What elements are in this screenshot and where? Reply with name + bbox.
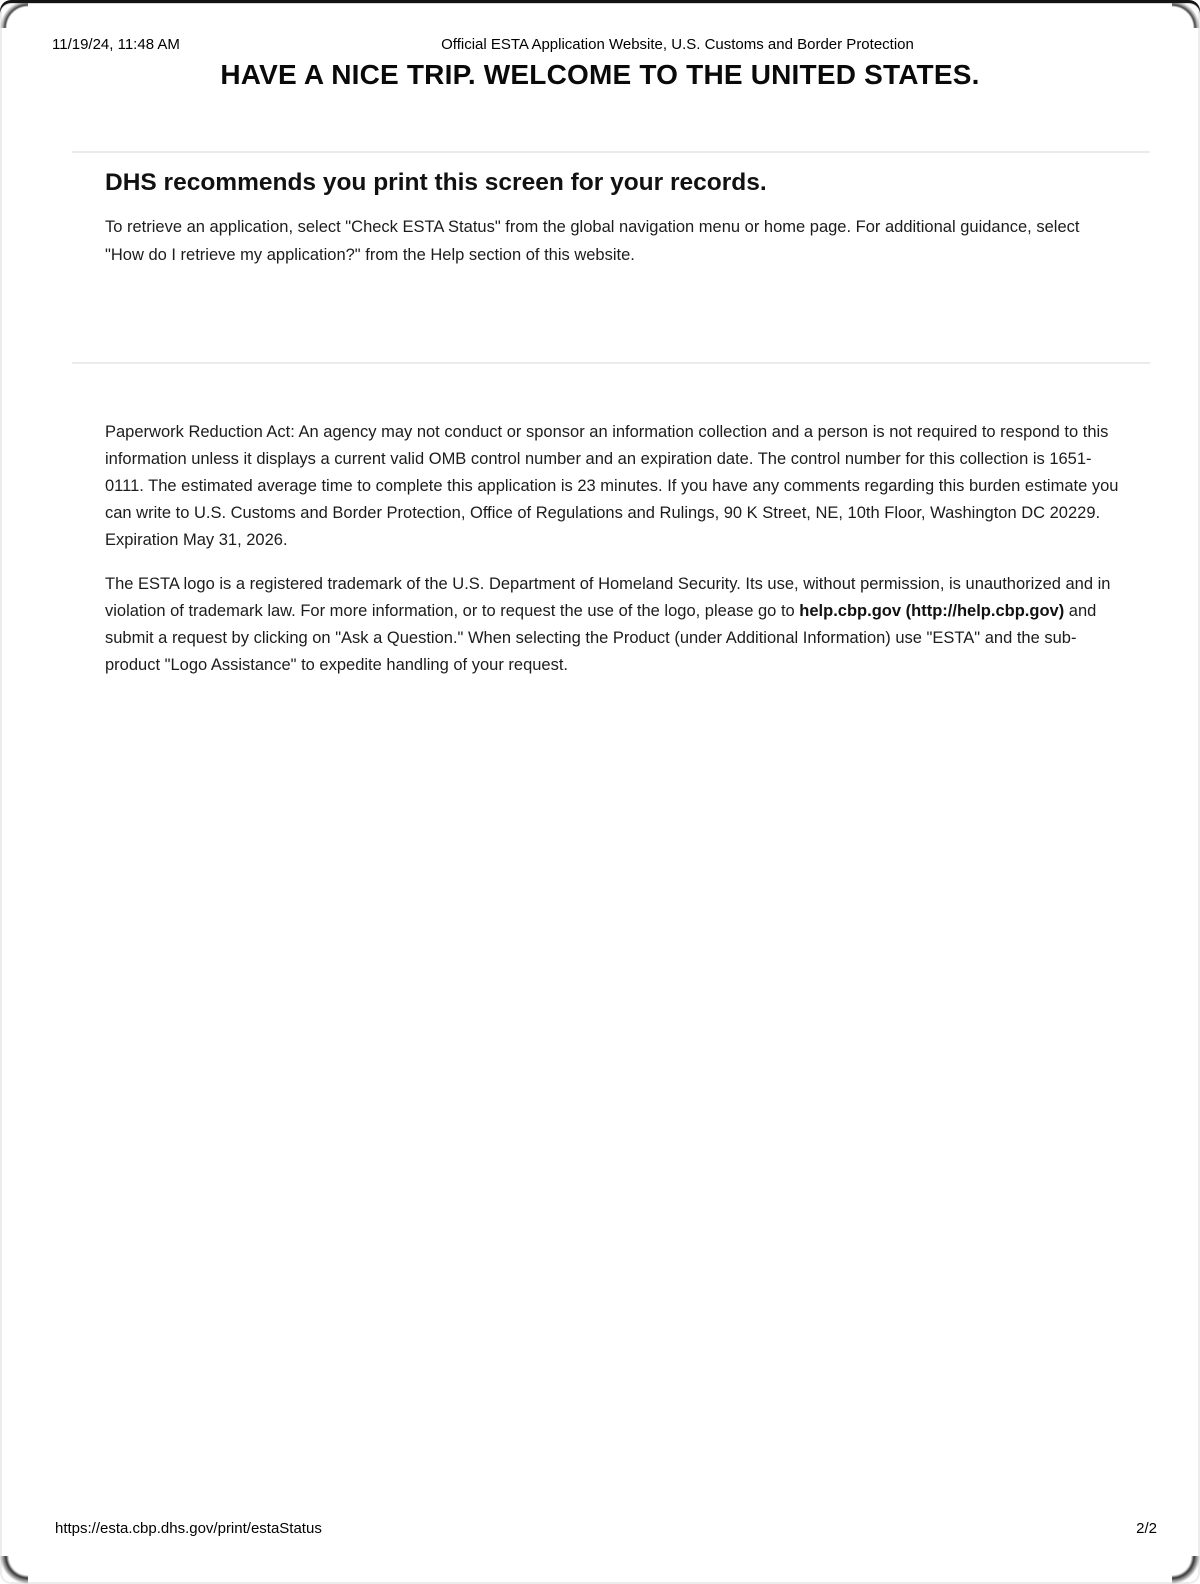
page-corner-bottom-right <box>1172 1556 1200 1584</box>
notice-heading: DHS recommends you print this screen for your records. <box>105 169 767 196</box>
legal-section <box>105 419 1119 679</box>
notice-divider-top <box>72 151 1150 153</box>
trademark-paragraph <box>105 571 1119 679</box>
banner-title: HAVE A NICE TRIP. WELCOME TO THE UNITED STATES. <box>220 59 980 90</box>
notice-body: To retrieve an application, select "Check ESTA Status" from the global navigation menu or home page. For additional guidance, select "How do I retrieve my application?" from the Help section of this website. <box>105 218 1080 264</box>
notice-divider-bottom <box>72 362 1150 364</box>
page-corner-top-left <box>0 0 28 28</box>
print-footer-url: https://esta.cbp.dhs.gov/print/estaStatus <box>55 1520 322 1537</box>
trademark-text-pre: The ESTA logo is a registered trademark of the U.S. Department of Homeland Security. Its use, without permission, is unauthorized and in violation of trademark law. For more information, or to request the use of the logo, please go to <box>105 575 1111 620</box>
print-page-indicator: 2/2 <box>1136 1520 1157 1537</box>
print-header <box>52 36 1153 54</box>
print-footer <box>55 1520 1157 1538</box>
print-doc-title: Official ESTA Application Website, U.S. Customs and Border Protection <box>441 36 914 53</box>
paperwork-reduction-act-paragraph: Paperwork Reduction Act: An agency may not conduct or sponsor an information collection and a person is not required to respond to this information unless it displays a current valid OMB control number and an expiration date. The control number for this collection is 1651-0111. The estimated average time to complete this application is 23 minutes. If you have any comments regarding this burden estimate you can write to U.S. Customs and Border Protection, Office of Regulations and Rulings, 90 K Street, NE, 10th Floor, Washington DC 20229. Expiration May 31, 2026. <box>105 423 1119 549</box>
print-datetime: 11/19/24, 11:48 AM <box>52 36 180 53</box>
page-corner-bottom-left <box>0 1556 28 1584</box>
help-cbp-gov-link: help.cbp.gov (http://help.cbp.gov) <box>799 602 1065 620</box>
trademark-text-post: and submit a request by clicking on "Ask a Question." When selecting the Product (under Additional Information) use "ESTA" and the sub-product "Logo Assistance" to expedite handling of your request. <box>105 602 1097 674</box>
page-corner-top-right <box>1172 0 1200 28</box>
